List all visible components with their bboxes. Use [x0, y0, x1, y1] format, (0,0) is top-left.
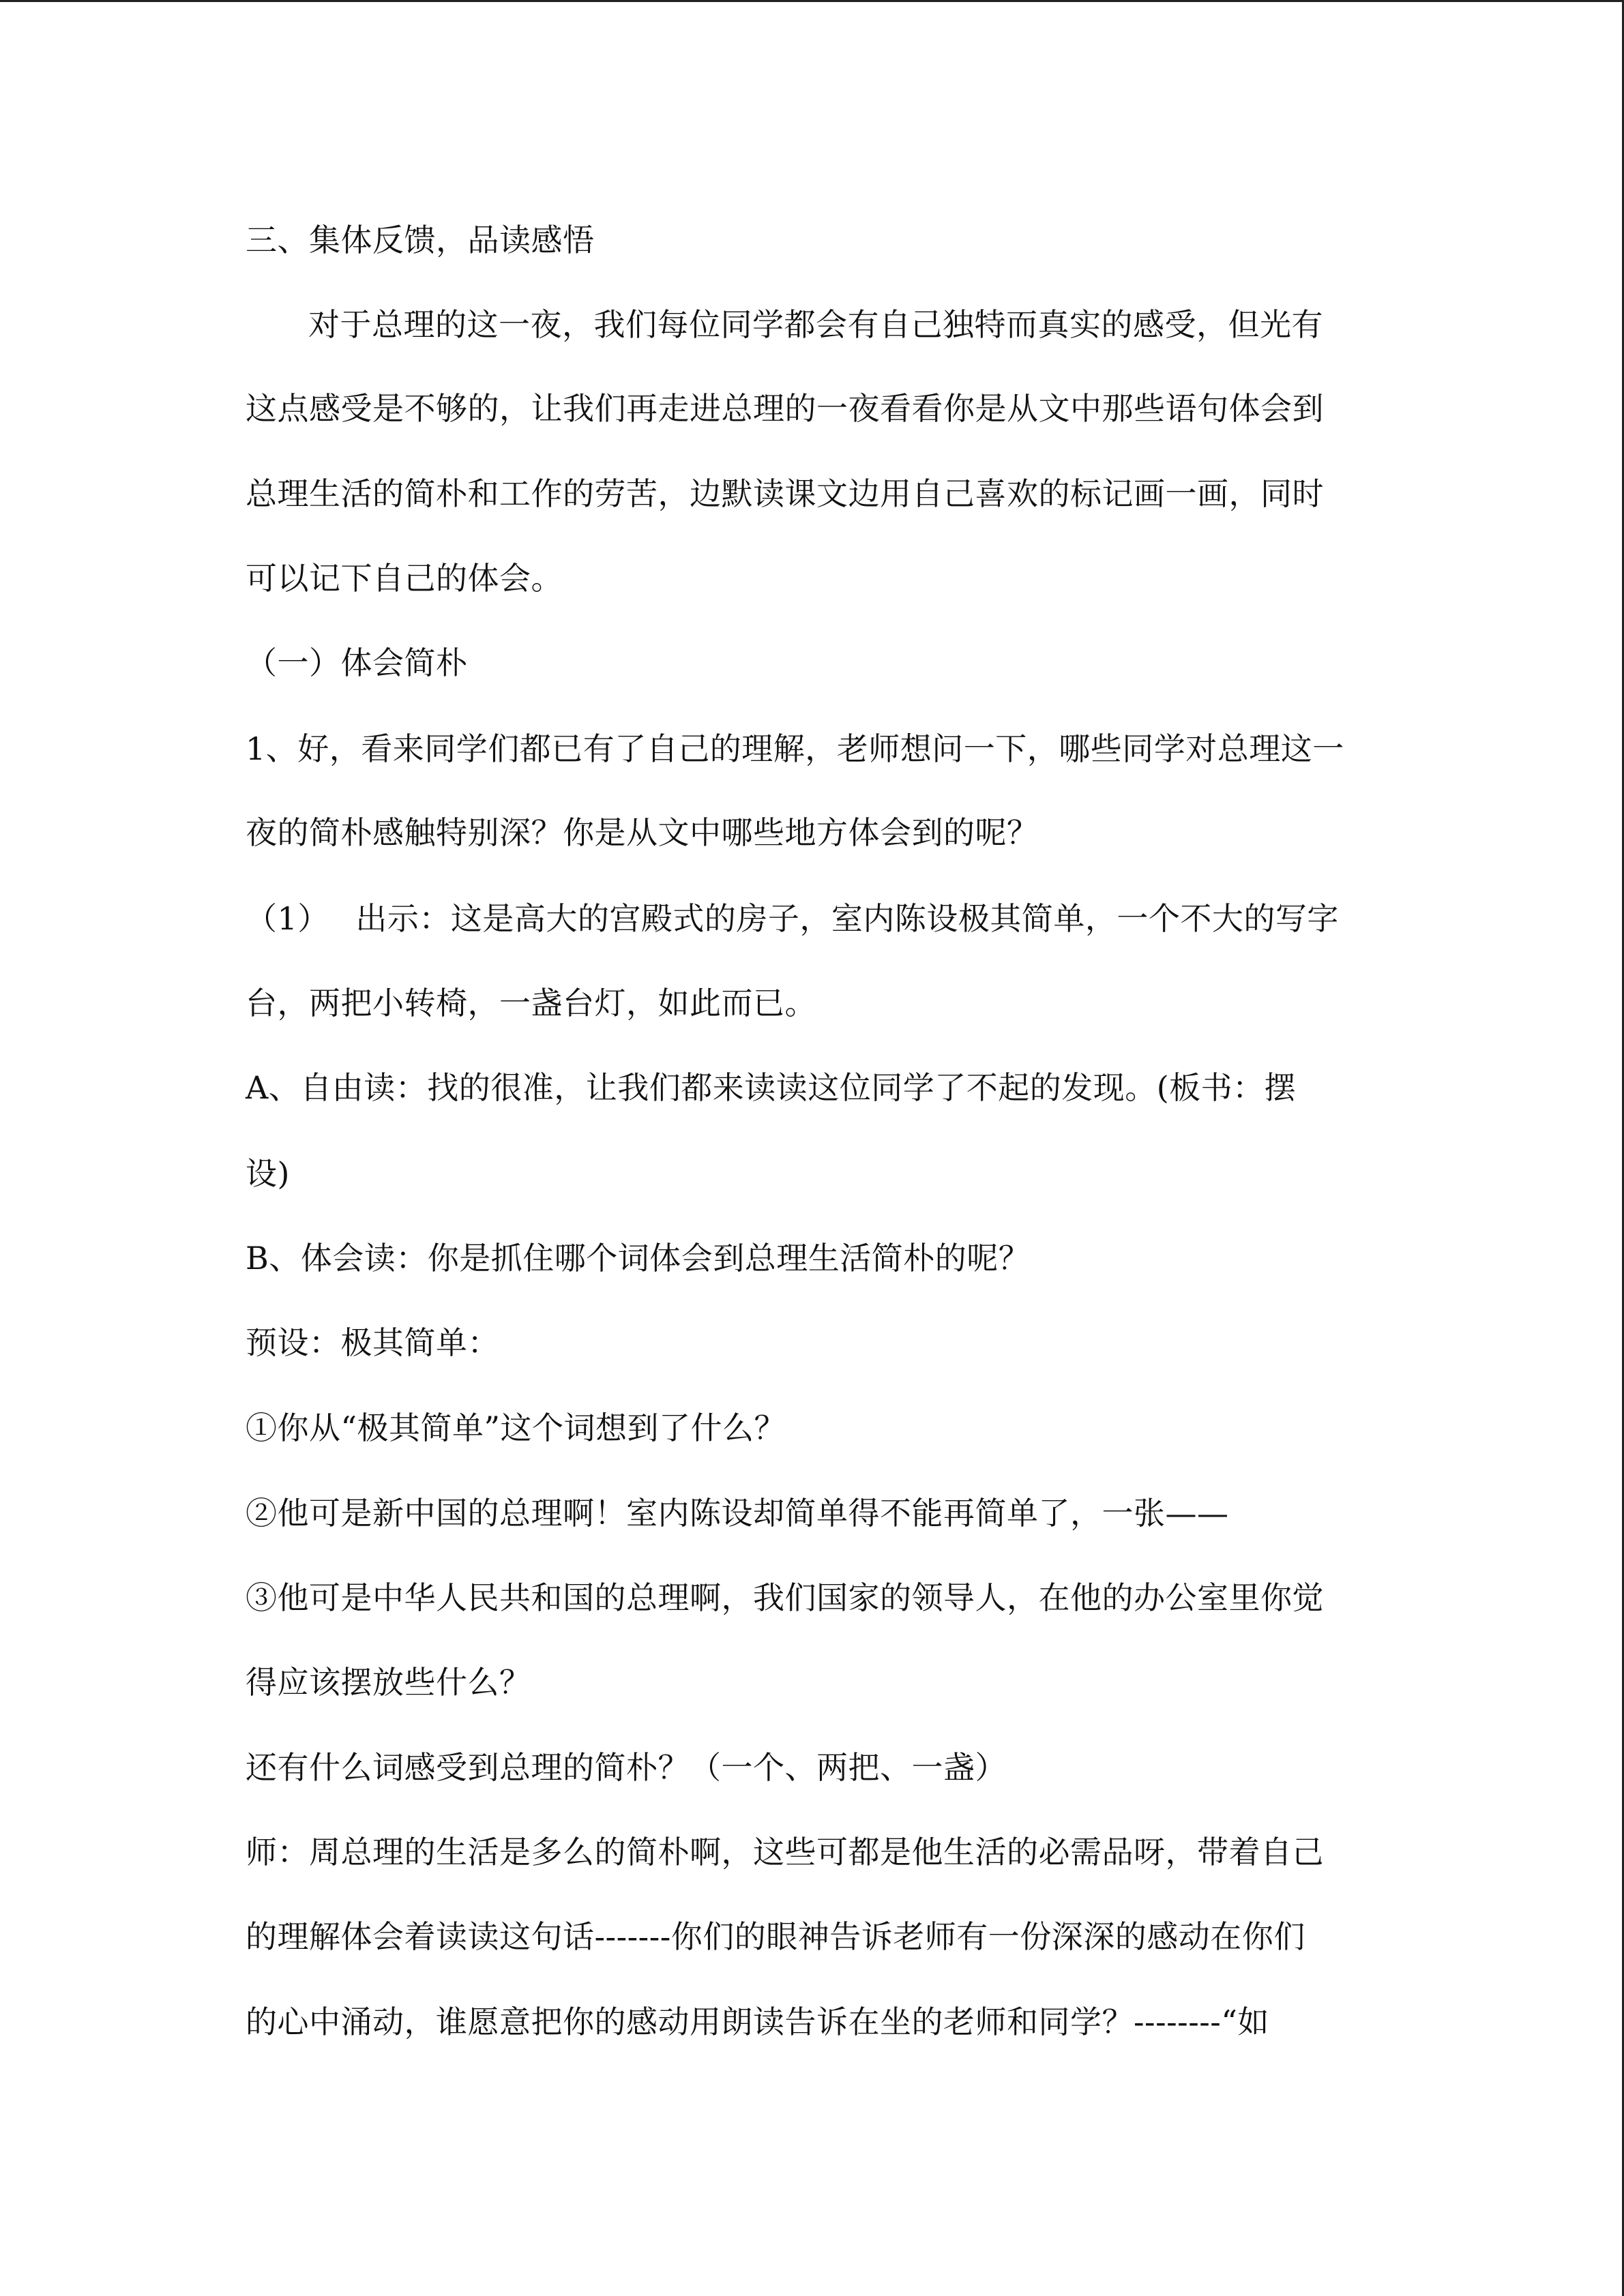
paragraph-line: ②他可是新中国的总理啊！室内陈设却简单得不能再简单了，一张—— — [246, 1495, 1229, 1532]
paragraph-line: ①你从“极其简单”这个词想到了什么？ — [246, 1410, 786, 1446]
paragraph-line: 可以记下自己的体会。 — [246, 560, 563, 597]
paragraph-line: 总理生活的简朴和工作的劳苦，边默读课文边用自己喜欢的标记画一画，同时 — [246, 475, 1324, 512]
paragraph-line: A、自由读：找的很准，让我们都来读读这位同学了不起的发现。(板书：摆 — [246, 1069, 1297, 1106]
paragraph-line: 夜的简朴感触特别深？你是从文中哪些地方体会到的呢？ — [246, 814, 1039, 851]
paragraph-line: 的心中涌动，谁愿意把你的感动用朗读告诉在坐的老师和同学？--------“如 — [246, 2003, 1269, 2040]
paragraph-line: ③他可是中华人民共和国的总理啊，我们国家的领导人，在他的办公室里你觉 — [246, 1579, 1324, 1616]
section-heading: 三、集体反馈，品读感悟 — [246, 222, 595, 258]
paragraph-line: 1、好，看来同学们都已有了自己的理解，老师想问一下，哪些同学对总理这一 — [246, 730, 1344, 767]
paragraph-line: 这点感受是不够的，让我们再走进总理的一夜看看你是从文中那些语句体会到 — [246, 390, 1324, 427]
paragraph-line: 的理解体会着读读这句话-------你们的眼神告诉老师有一份深深的感动在你们 — [246, 1918, 1305, 1955]
paragraph-line: 台，两把小转椅，一盏台灯，如此而已。 — [246, 985, 816, 1022]
paragraph-line: 得应该摆放些什么？ — [246, 1664, 531, 1701]
paragraph-line: （1） 出示：这是高大的宫殿式的房子，室内陈设极其简单，一个不大的写字 — [246, 900, 1339, 937]
paragraph-line: 预设：极其简单： — [246, 1324, 499, 1361]
page-border-top — [0, 0, 1624, 2]
paragraph-line: 对于总理的这一夜，我们每位同学都会有自己独特而真实的感受，但光有 — [308, 306, 1323, 343]
paragraph-line: 师：周总理的生活是多么的简朴啊，这些可都是他生活的必需品呀，带着自己 — [246, 1834, 1324, 1870]
paragraph-line: B、体会读：你是抓住哪个词体会到总理生活简朴的呢？ — [246, 1240, 1031, 1277]
paragraph-line: 设) — [246, 1155, 290, 1192]
paragraph-line: 还有什么词感受到总理的简朴？（一个、两把、一盏） — [246, 1749, 1007, 1786]
subsection-heading: （一）体会简朴 — [246, 644, 468, 681]
